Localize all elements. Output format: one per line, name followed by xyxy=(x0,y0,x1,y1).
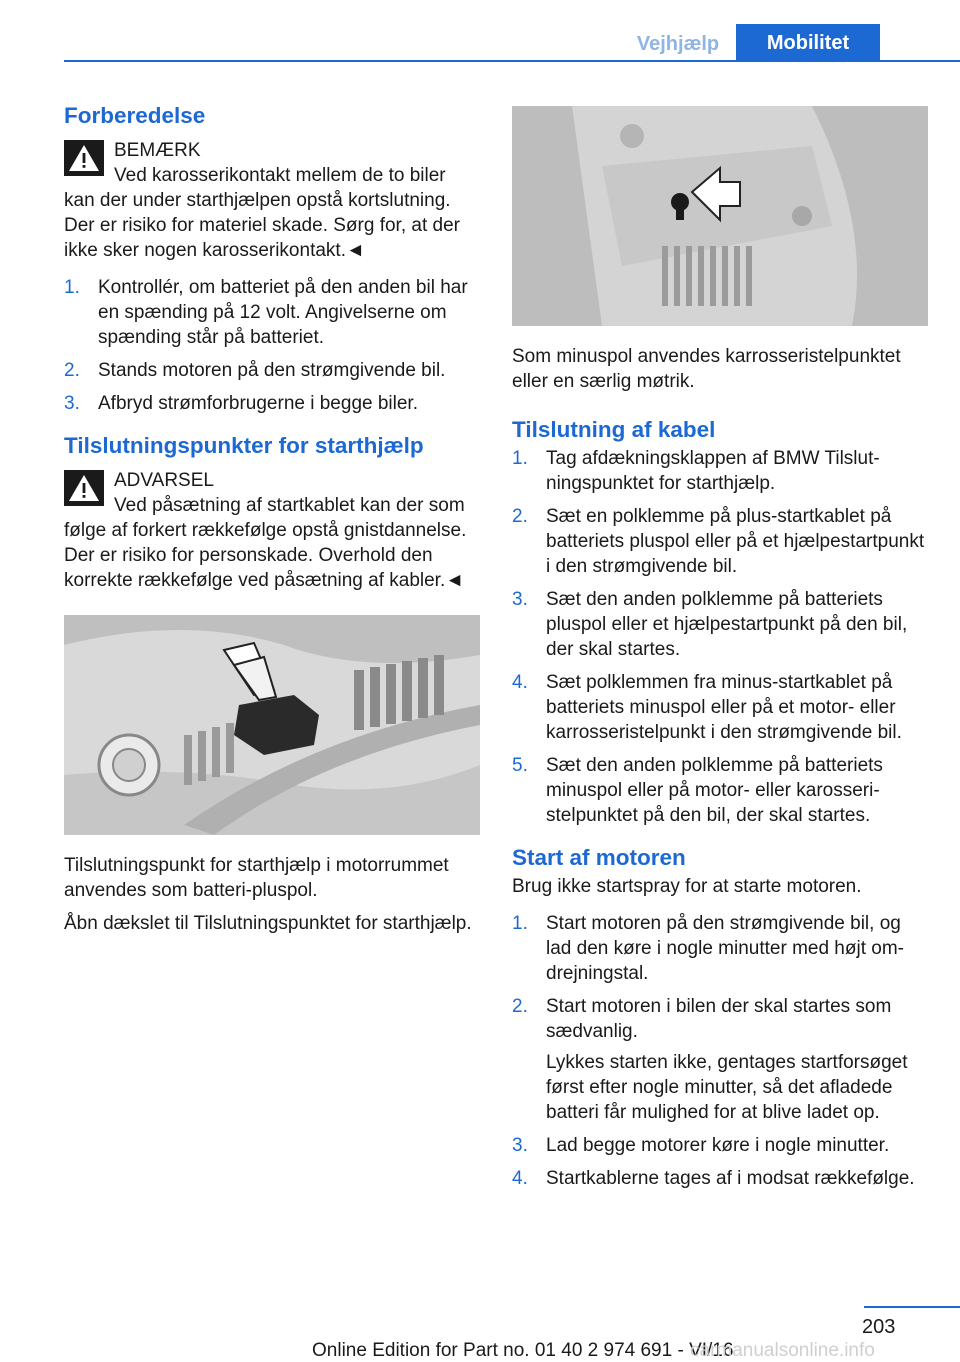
list-item: 1. Tag afdækningsklappen af BMW Tilslutningspunktet for starthjælp. xyxy=(512,448,880,494)
figure-caption-plus: Tilslutningspunkt for starthjælp i motorrummet anvendes som batteri-pluspol. xyxy=(64,855,449,901)
note-text: Ved karosserikontakt mellem de to biler kan der under starthjælpen opstå kortslutning. Der er risiko for materiel skade. Sørg for, at der ikke sker nogen karosserikontakt.◄ xyxy=(64,165,460,261)
warning-title: ADVARSEL xyxy=(114,470,214,491)
figure-caption-minus: Som minuspol anvendes karrosseristelpunktet eller en særlig møtrik. xyxy=(512,346,901,392)
list-item: 2. Start motoren i bilen der skal startes som sædvanlig. Lykkes starten ikke, gentages startforsøget først efter nogle minutter, så det afladede batteri får mulighed for at blive ladet op. xyxy=(512,994,928,1125)
right-column xyxy=(512,106,928,1199)
list-item: 1. Start motoren på den strømgivende bil, og lad den køre i nogle minutter med højt omdrejningstal. xyxy=(512,913,904,984)
start-step-note: Lykkes starten ikke, gentages startforsøget først efter nogle minutter, så det afladede batteri får mulighed for at blive ladet op. xyxy=(546,1052,908,1123)
warning-block xyxy=(64,468,480,593)
start-steps xyxy=(512,911,928,1191)
heading-forberedelse: Forberedelse xyxy=(64,103,206,128)
list-item: 3. Sæt den anden polklemme på batteriets pluspol eller et hjælpestartpunkt på den bil, der skal startes. xyxy=(512,589,908,660)
prep-steps xyxy=(64,275,480,416)
tab-mobilitet[interactable]: Mobilitet xyxy=(736,24,880,60)
heading-tilslutningspunkter: Tilslutningspunkter for starthjælp xyxy=(64,433,424,458)
page-number: 203 xyxy=(862,1316,896,1338)
list-item: 5. Sæt den anden polklemme på batteriets minuspol eller på motor- eller karosseristelpunktet på den bil, der skal startes. xyxy=(512,755,883,826)
heading-tilslutning-af-kabel: Tilslutning af kabel xyxy=(512,417,716,442)
note-title: BEMÆRK xyxy=(114,140,201,161)
list-item: 1. Kontrollér, om batteriet på den anden bil har en spænding på 12 volt. Angivelserne om spænding står på batteriet. xyxy=(64,277,468,348)
page-header xyxy=(0,0,960,62)
start-intro: Brug ikke startspray for at starte motoren. xyxy=(512,876,862,897)
note-block xyxy=(64,138,480,263)
list-item: 3. Lad begge motorer køre i nogle minutter. xyxy=(512,1135,890,1156)
warning-icon xyxy=(64,470,104,506)
watermark: carmanualsonline.info xyxy=(690,1340,875,1361)
warning-icon xyxy=(64,140,104,176)
edition-note: Online Edition for Part no. 01 40 2 974 691 - VI/16 xyxy=(312,1340,734,1361)
list-item: 3. Afbryd strømforbrugerne i begge biler. xyxy=(64,393,418,414)
heading-start-af-motoren: Start af motoren xyxy=(512,845,686,870)
footer-rule xyxy=(864,1306,960,1308)
warning-text: Ved påsætning af startkablet kan der som følge af forkert rækkefølge opstå gnistdannelse. Der er risiko for personskade. Overhold den korrekte rækkefølge ved påsætning af kabler.◄ xyxy=(64,495,467,591)
list-item: 4. Startkablerne tages af i modsat rækkefølge. xyxy=(512,1168,915,1189)
header-rule xyxy=(64,60,960,62)
engine-bay-illustration-minus xyxy=(512,106,928,326)
list-item: 2. Stands motoren på den strømgivende bil. xyxy=(64,360,446,381)
tab-vejhjaelp[interactable]: Vejhjælp xyxy=(620,28,736,60)
engine-bay-illustration-plus xyxy=(64,615,480,835)
list-item: 4. Sæt polklemmen fra minus-startkablet på batteriets minuspol eller på et motor- eller karrosseristelpunkt i den strømgivende bil. xyxy=(512,672,902,743)
open-cover-text: Åbn dækslet til Tilslutningspunktet for starthjælp. xyxy=(64,913,472,934)
list-item: 2. Sæt en polklemme på plus-startkablet på batteriets pluspol eller på et hjælpestartpunkt i den strømgivende bil. xyxy=(512,506,925,577)
left-column xyxy=(64,100,480,936)
kabel-steps xyxy=(512,446,928,828)
